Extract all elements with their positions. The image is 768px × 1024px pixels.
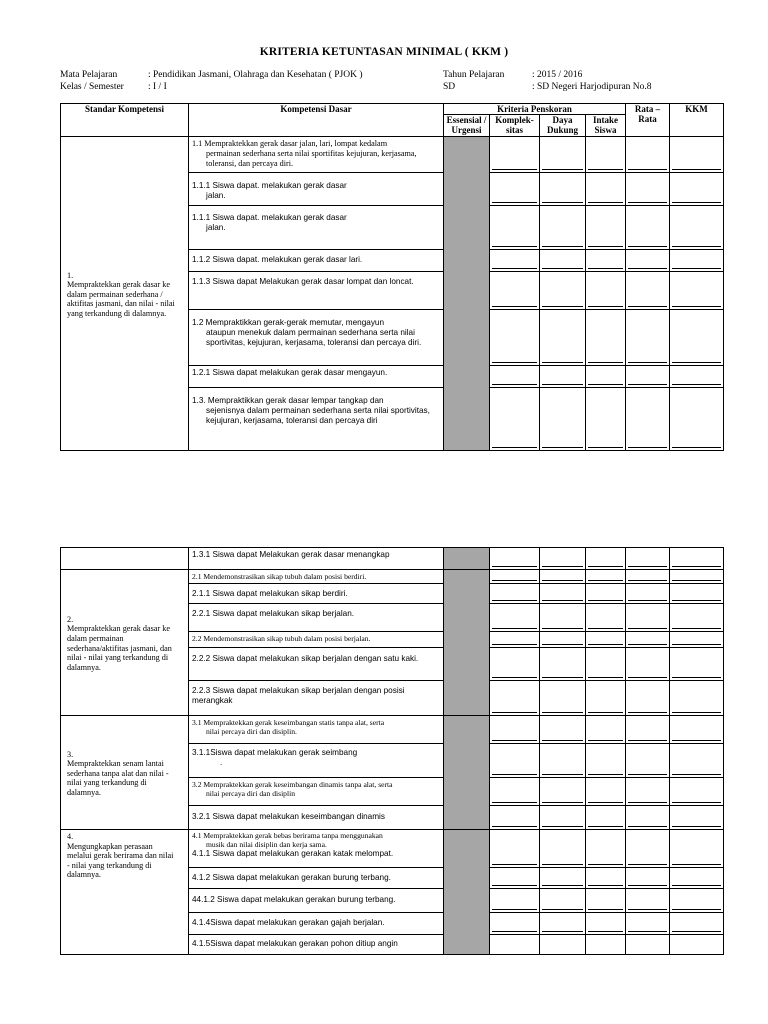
kompetensi-dasar: 2.1.1 Siswa dapat melakukan sikap berdiri. (189, 584, 444, 604)
header-rata: Rata – Rata (626, 104, 670, 137)
tahun-label: Tahun Pelajaran (443, 70, 505, 80)
kompetensi-dasar: 2.2.3 Siswa dapat melakukan sikap berjalan dengan posisi merangkak (189, 681, 444, 716)
header-kompleksitas: Komplek- sitas (490, 115, 540, 137)
kompetensi-dasar: 2.2.2 Siswa dapat melakukan sikap berjalan dengan satu kaki. (189, 648, 444, 681)
table-row (61, 570, 724, 584)
header-kompetensi: Kompetensi Dasar (189, 104, 444, 137)
kompetensi-dasar: 1.3.1 Siswa dapat Melakukan gerak dasar menangkap (189, 548, 444, 570)
kompetensi-dasar: 1.1.2 Siswa dapat. melakukan gerak dasar lari. (189, 250, 444, 272)
standar-kompetensi-3: 3.Mempraktekkan senam lantai sederhana tanpa alat dan nilai - nilai yang terkandung di dalamnya. (61, 716, 189, 830)
kompetensi-dasar: 3.1 Mempraktekkan gerak keseimbangan statis tanpa alat, serta nilai percaya diri dan disiplin. (189, 716, 444, 744)
table-row (61, 716, 724, 744)
table-row (61, 548, 724, 570)
shaded-essensial-column (444, 570, 490, 716)
standar-kompetensi-4: 4.Mengungkapkan perasaan melalui gerak berirama dan nilai - nilai yang terkandung di dalamnya. (61, 830, 189, 955)
meta-left (60, 69, 363, 93)
table-row (61, 830, 724, 868)
kompetensi-dasar: 1.2.1 Siswa dapat melakukan gerak dasar mengayun. (189, 366, 444, 388)
kompetensi-dasar: 1.1.1 Siswa dapat. melakukan gerak dasar jalan. (189, 173, 444, 206)
sd-value: : SD Negeri Harjodipuran No.8 (532, 82, 652, 92)
kompetensi-dasar: 2.2.1 Siswa dapat melakukan sikap berjalan. (189, 604, 444, 632)
meta-right (443, 69, 652, 93)
header-intake: Intake Siswa (586, 115, 626, 137)
kompetensi-dasar: 1.3. Mempraktikkan gerak dasar lempar tangkap dan sejenisnya dalam permainan sederhana serta nilai sportivitas, kejujuran, kerjasama, toleransi dan percaya diri (189, 388, 444, 451)
sd-label: SD (443, 82, 456, 92)
tahun-value: : 2015 / 2016 (532, 70, 583, 80)
kompetensi-dasar: 3.2 Mempraktekkan gerak keseimbangan dinamis tanpa alat, serta nilai percaya diri dan disiplin (189, 778, 444, 806)
header-essensial: Essensial / Urgensi (444, 115, 490, 137)
page-title: KRITERIA KETUNTASAN MINIMAL ( KKM ) (259, 46, 509, 58)
kompetensi-dasar: 4.1.5Siswa dapat melakukan gerakan pohon ditiup angin (189, 935, 444, 955)
kompetensi-dasar: 4.1.4Siswa dapat melakukan gerakan gajah berjalan. (189, 913, 444, 935)
mapel-value: : Pendidikan Jasmani, Olahraga dan Kesehatan ( PJOK ) (148, 70, 363, 80)
kompetensi-dasar: 2.2 Mendemonstrasikan sikap tubuh dalam posisi berjalan. (189, 632, 444, 648)
standar-kompetensi-2: 2.Mempraktekkan gerak dasar ke dalam permainan sederhana/aktifitas jasmani, dan nilai - nilai yang terkandung di dalamnya. (61, 570, 189, 716)
shaded-essensial-column (444, 716, 490, 830)
kelas-label: Kelas / Semester (60, 82, 124, 92)
table-row (61, 137, 724, 173)
kompetensi-dasar: 1.1.1 Siswa dapat. melakukan gerak dasar jalan. (189, 206, 444, 250)
kompetensi-dasar: 3.2.1 Siswa dapat melakukan keseimbangan dinamis (189, 806, 444, 830)
kompetensi-dasar: 4.1.2 Siswa dapat melakukan gerakan burung terbang. (189, 868, 444, 889)
standar-kompetensi-1: 1.Mempraktekkan gerak dasar ke dalam permainan sederhana / aktifitas jasmani, dan nilai - nilai yang terkandung di dalamnya. (61, 137, 189, 451)
kelas-value: : I / I (148, 82, 167, 92)
header-standar: Standar Kompetensi (61, 104, 189, 137)
kompetensi-dasar: 44.1.2 Siswa dapat melakukan gerakan burung terbang. (189, 889, 444, 913)
kompetensi-dasar: 4.1 Mempraktekkan gerak bebas berirama tanpa menggunakan musik dan nilai disiplin dan kerja sama. 4.1.1 Siswa dapat melakukan gerakan katak melompat. (189, 830, 444, 868)
kompetensi-dasar: 1.1.3 Siswa dapat Melakukan gerak dasar lompat dan loncat. (189, 272, 444, 310)
kompetensi-dasar: 2.1 Mendemonstrasikan sikap tubuh dalam posisi berdiri. (189, 570, 444, 584)
shaded-essensial-column (444, 137, 490, 451)
kompetensi-dasar: 1.1 Mempraktekkan gerak dasar jalan, lari, lompat kedalam permainan sederhana serta nilai sportifitas kejujuran, kerjasama, toleransi, dan percaya diri. (189, 137, 444, 173)
header-kkm: KKM (670, 104, 724, 137)
shaded-essensial-column (444, 830, 490, 955)
kompetensi-dasar: 3.1.1Siswa dapat melakukan gerak seimbang . (189, 744, 444, 778)
kkm-table-2 (60, 547, 724, 955)
header-daya-dukung: Daya Dukung (540, 115, 586, 137)
mapel-label: Mata Pelajaran (60, 70, 118, 80)
kompetensi-dasar: 1.2 Mempraktikkan gerak-gerak memutar, mengayun ataupun menekuk dalam permainan sederhana serta nilai sportivitas, kejujuran, kerjasama, toleransi dan percaya diri. (189, 310, 444, 366)
header-kriteria: Kriteria Penskoran (444, 104, 626, 115)
kkm-table-1 (60, 103, 724, 451)
